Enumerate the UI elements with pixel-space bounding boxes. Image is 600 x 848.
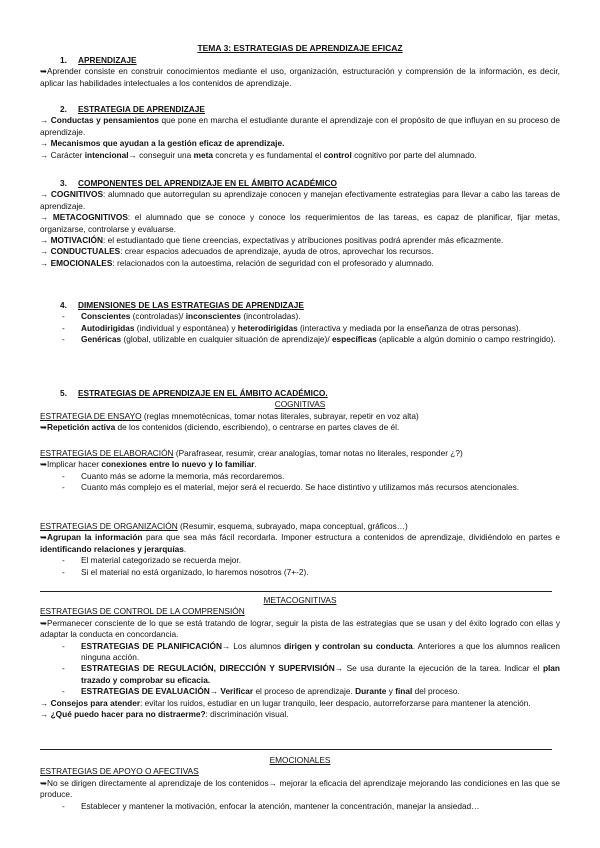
strategy-title: ESTRATEGIAS DE CONTROL DE LA COMPRENSIÓN xyxy=(40,606,245,617)
block-emocionales xyxy=(40,755,560,812)
bold-term: conexiones entre lo nuevo y lo familiar xyxy=(101,459,255,470)
paragraph xyxy=(40,532,560,555)
document-title: TEMA 3: ESTRATEGIAS DE APRENDIZAJE EFICAZ xyxy=(197,43,403,53)
bold-term: ➥Repetición activa xyxy=(40,422,116,433)
bold-term: CONDUCTUALES xyxy=(50,246,121,257)
text-run: : el estudiantado que tiene creencias, expectativas y atribuciones positivas podrá aprender más eficazmente. xyxy=(103,235,504,246)
list-item xyxy=(40,246,560,257)
section-heading xyxy=(60,388,560,399)
list-item: - Si el material no está organizado, lo haremos nosotros (7+-2). xyxy=(81,567,560,578)
text-run: : relacionados con la autoestima, relación de seguridad con el profesorado y alumnado. xyxy=(112,257,434,268)
text-run: de los contenidos (diciendo, escribiendo), o centrarse en partes claves de él. xyxy=(117,422,400,433)
text-run: ➥Implicar hacer xyxy=(40,459,100,470)
bold-term: Durante xyxy=(355,686,387,697)
bold-term: ESTRATEGIAS DE PLANIFICACIÓN xyxy=(81,640,222,651)
text-run: que pone en marcha el estudiante durante el aprendizaje con el propósito de que influyan en su proceso de aprendizaje. xyxy=(40,115,560,137)
section-aprendizaje xyxy=(40,55,560,89)
strategy-title: ESTRATEGIAS DE ORGANIZACIÓN xyxy=(40,521,178,531)
strategy-title: ESTRATEGIAS DE APOYO O AFECTIVAS xyxy=(40,766,199,777)
arrow-text: → xyxy=(40,212,49,223)
text-run: (Resumir, esquema, subrayado, mapa conceptual, gráficos…) xyxy=(180,521,408,531)
section-dimensiones xyxy=(40,300,560,346)
subsection-title-emocionales: EMOCIONALES xyxy=(269,755,331,765)
section-heading-text: COMPONENTES DEL APRENDIZAJE EN EL ÁMBITO ACADÉMICO xyxy=(78,178,337,188)
strategy-title: ESTRATEGIA DE ENSAYO xyxy=(40,410,142,421)
section-estrategia xyxy=(40,104,560,161)
arrow-text: → xyxy=(40,189,49,200)
bold-term: identificando relaciones y jerarquías xyxy=(40,543,184,554)
bold-term: METACOGNITIVOS xyxy=(52,212,128,223)
section-heading-text: DIMENSIONES DE LAS ESTRATEGIAS DE APRENDIZAJE xyxy=(78,300,304,310)
bold-term: Conductas y pensamientos xyxy=(50,115,160,126)
paragraph xyxy=(40,150,560,161)
section-number: 1. xyxy=(60,55,67,65)
subsection-title-metacognitivas: METACOGNITIVAS xyxy=(263,595,337,605)
section-componentes xyxy=(40,178,560,269)
bold-term: → Consejos para atender xyxy=(40,697,141,708)
text-run: concreta y es fundamental el xyxy=(215,149,322,160)
section-heading xyxy=(60,104,560,115)
list-item xyxy=(81,686,560,697)
bold-term: Autodirigidas xyxy=(81,322,135,333)
text-run: : crear espacios adecuados de aprendizaje, ayuda de otros, aprovechar los recursos. xyxy=(120,246,434,257)
list-item: - Establecer y mantener la motivación, enfocar la atención, mantener la concentración, manejar la ansiedad… xyxy=(81,801,560,812)
text-run: : evitar los ruidos, estudiar en un lugar tranquilo, leer despacio, autorreforzarse para mantener la atención. xyxy=(140,697,531,708)
strategy-heading xyxy=(40,448,560,459)
paragraph xyxy=(40,698,560,709)
text-run: (Parafrasear, resumir, crear analogías, tomar notas no literales, responder ¿?) xyxy=(175,448,463,458)
bold-term: final xyxy=(395,686,413,697)
list-item xyxy=(81,641,560,664)
paragraph: ➥No se dirigen directamente al aprendizaje de los contenidos→ mejorar la eficacia del aprendizaje mejorando las condiciones en las que se produce. xyxy=(40,777,560,800)
bold-term: intencional xyxy=(84,149,129,160)
paragraph xyxy=(40,422,560,433)
text-run: → Los alumnos xyxy=(221,640,282,651)
arrow-text: → xyxy=(40,246,49,257)
text-run: (individual y espontánea) y xyxy=(136,322,236,333)
dimension-list xyxy=(40,311,560,345)
text-run: : alumnado que autorregulan su aprendizaje conocen y manejan efectivamente estrategias para llevar a cabo las tareas de aprendizaje. xyxy=(40,189,560,211)
bold-term: inconscientes xyxy=(185,311,242,322)
section-heading-text: ESTRATEGIA DE APRENDIZAJE xyxy=(78,104,205,114)
text-run: . Anteriores a que los alumnos realicen ninguna acción. xyxy=(81,640,561,663)
bold-term: MOTIVACIÓN xyxy=(50,235,103,246)
text-run: cognitivo por parte del alumnado. xyxy=(354,149,477,160)
bold-term: COGNITIVOS xyxy=(50,189,104,200)
block-metacognitivas xyxy=(40,595,560,720)
bold-term: EMOCIONALES xyxy=(50,257,113,268)
section-heading xyxy=(60,178,560,189)
bold-term: → ¿Qué puedo hacer para no distraerme? xyxy=(40,709,206,720)
text-run: → Carácter xyxy=(40,149,83,160)
bold-term: dirigen y controlan su conducta xyxy=(284,640,413,651)
text-run: del proceso. xyxy=(414,686,460,697)
bold-term: control xyxy=(323,149,352,160)
organizacion-list xyxy=(40,555,560,578)
list-item xyxy=(81,323,560,334)
section-heading xyxy=(60,300,560,311)
bold-term: heterodirigidas xyxy=(237,322,298,333)
text-run: (interactiva y mediada por la enseñanza de otras personas). xyxy=(300,322,521,333)
block-elaboracion xyxy=(40,448,560,494)
text-run: y xyxy=(388,686,393,697)
strategy-title: ESTRATEGIAS DE ELABORACIÓN xyxy=(40,448,174,458)
text-run: (incontroladas). xyxy=(243,311,301,322)
text-run: . xyxy=(183,543,187,554)
list-item xyxy=(81,663,560,686)
list-item: - El material categorizado se recuerda mejor. xyxy=(81,555,560,566)
text-run: . xyxy=(254,459,257,470)
text-run: → conseguir una xyxy=(128,149,192,160)
paragraph: → Mecanismos que ayudan a la gestión eficaz de aprendizaje. xyxy=(40,138,285,149)
list-item xyxy=(40,212,560,235)
paragraph xyxy=(40,115,560,138)
text-run: : el alumnado que se conoce y conoce los requerimientos de las tareas, es capaz de planificar, fijar metas, organizarse, controlarse y evaluarse. xyxy=(40,212,560,234)
bold-term: Genéricas xyxy=(81,334,122,345)
strategy-heading xyxy=(40,411,560,422)
bold-term: Conscientes xyxy=(81,311,131,322)
metacognitive-list xyxy=(40,641,560,698)
text-run: : discriminación visual. xyxy=(205,709,289,720)
divider xyxy=(40,749,552,750)
text-run: (controladas)/ xyxy=(132,311,184,322)
bold-term: ➥Agrupan la información xyxy=(40,532,143,543)
arrow-text: → xyxy=(40,257,49,268)
apoyo-list xyxy=(40,801,560,812)
paragraph xyxy=(40,459,560,470)
section-estrategias-academico xyxy=(40,388,560,434)
list-item: - Cuanto más se adorne la memoria, más recordaremos. xyxy=(81,471,560,482)
strategy-heading xyxy=(40,521,560,532)
paragraph xyxy=(40,709,560,720)
text-run: el proceso de aprendizaje. xyxy=(255,686,353,697)
text-run: (aplicable a algún dominio o campo restringido). xyxy=(379,334,556,345)
text-run: (reglas mnemotécnicas, tomar notas literales, subrayar, repetir en voz alta) xyxy=(143,410,419,421)
paragraph: ➥Permanecer consciente de lo que se está tratando de lograr, seguir la pista de las estrategias que se usan y del éxito logrado con ellas y adaptar la conducta en concordancia. xyxy=(40,617,560,640)
bold-term: ESTRATEGIAS DE REGULACIÓN, DIRECCIÓN Y SUPERVISIÓN xyxy=(81,663,335,674)
paragraph: ➥Aprender consiste en construir conocimientos mediante el uso, organización, estructuración y comprensión de la información, es decir, aplicar las habilidades intelectuales a los contenidos de aprendizaje. xyxy=(40,66,560,88)
section-heading xyxy=(60,55,560,66)
text-run: → Se usa durante la ejecución de la tarea. Indicar el xyxy=(334,663,540,674)
bold-term: específicas xyxy=(331,334,377,345)
list-item xyxy=(40,189,560,212)
list-item xyxy=(81,311,560,322)
section-number: 5. xyxy=(60,388,67,398)
bold-term: plan trazado y comprobar su eficacia. xyxy=(81,663,560,685)
divider xyxy=(40,591,552,592)
block-organizacion xyxy=(40,521,560,578)
elaboracion-list xyxy=(40,471,560,494)
section-heading-text: APRENDIZAJE xyxy=(78,55,137,65)
list-item xyxy=(40,258,560,269)
section-number: 4. xyxy=(60,300,67,310)
text-run: para que sea más fácil recordarla. Imponer estructura a contenidos de aprendizaje, dividiéndolo en partes e xyxy=(146,532,561,543)
list-item: - Cuanto más complejo es el material, mejor será el recuerdo. Se hace distintivo y utilizamos más recursos atencionales. xyxy=(81,482,560,493)
arrow-text: → xyxy=(40,115,49,126)
arrow-text: → xyxy=(40,235,49,246)
section-number: 3. xyxy=(60,178,67,188)
list-item xyxy=(81,334,560,345)
section-number: 2. xyxy=(60,104,67,114)
bold-term: → Verificar xyxy=(209,686,254,697)
section-heading-text: ESTRATEGIAS DE APRENDIZAJE EN EL ÁMBITO ACADÉMICO. xyxy=(78,388,328,398)
bold-term: ESTRATEGIAS DE EVALUACIÓN xyxy=(81,686,210,697)
bold-term: meta xyxy=(193,149,213,160)
subsection-title-cognitivas: COGNITIVAS xyxy=(274,399,326,410)
text-run: (global, utilizable en cualquier situación de aprendizaje)/ xyxy=(123,334,330,345)
list-item xyxy=(40,235,560,246)
